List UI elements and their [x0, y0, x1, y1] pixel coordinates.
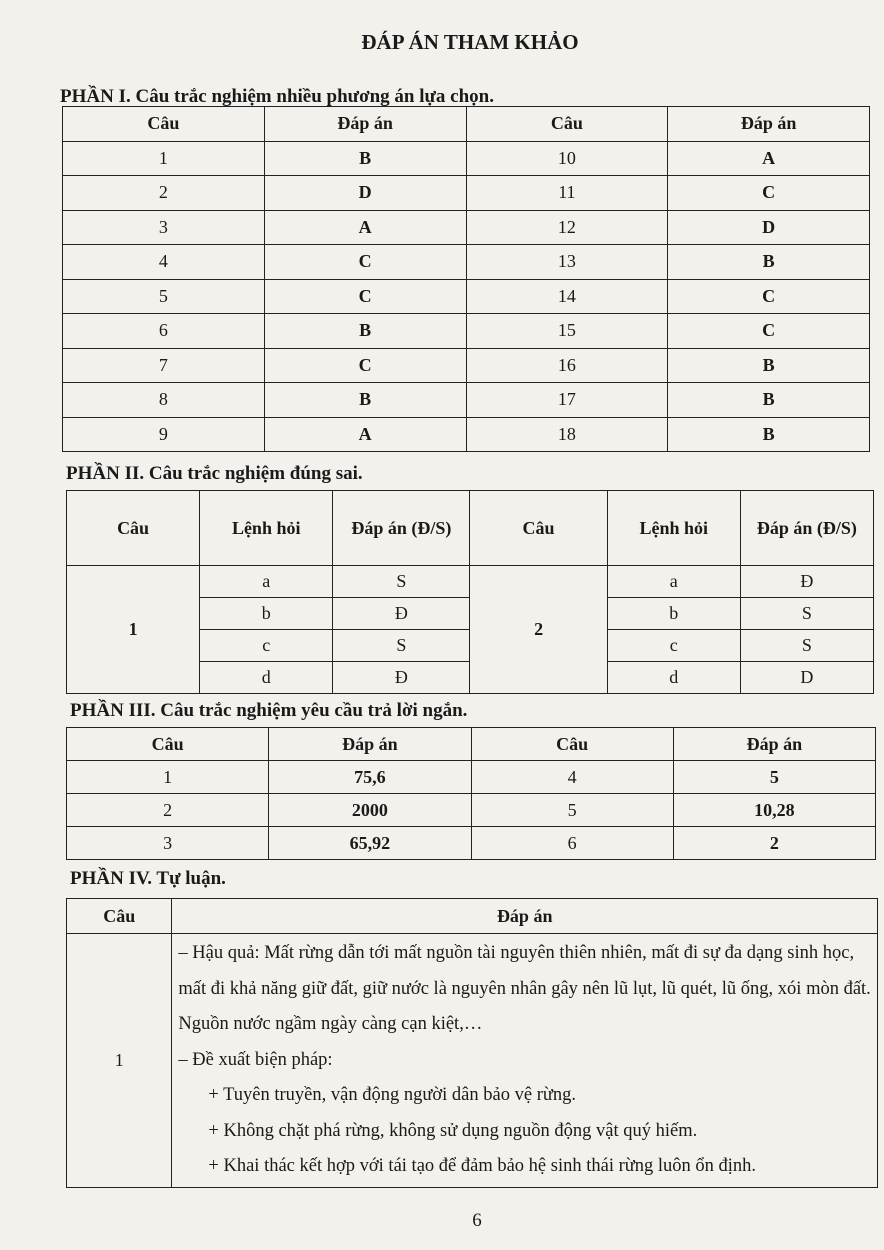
cell: B — [264, 314, 466, 349]
answer-line: + Khai thác kết hợp với tái tạo để đảm bảo hệ sinh thái rừng luôn ổn định. — [208, 1156, 757, 1176]
header-cell: Lệnh hỏi — [200, 491, 333, 566]
part3-table — [66, 727, 876, 860]
cell: A — [264, 210, 466, 245]
cell: 16 — [466, 348, 668, 383]
table-row — [63, 279, 870, 314]
cell: 14 — [466, 279, 668, 314]
header-cell: Câu — [466, 107, 668, 142]
header-cell: Đáp án — [668, 107, 870, 142]
table-header-row — [67, 728, 876, 761]
table-row — [63, 141, 870, 176]
cell: 10,28 — [673, 794, 875, 827]
cell: Đ — [333, 598, 470, 630]
cell: D — [264, 176, 466, 211]
part4-table — [66, 898, 878, 1188]
cell: 7 — [63, 348, 265, 383]
answer-line: – Đề xuất biện pháp: — [178, 1049, 333, 1070]
header-cell: Câu — [67, 728, 269, 761]
cell: 65,92 — [269, 827, 471, 860]
header-cell: Đáp án (Đ/S) — [333, 491, 470, 566]
cell: 2000 — [269, 794, 471, 827]
table-row — [67, 934, 878, 1188]
cell: 12 — [466, 210, 668, 245]
cell: 6 — [63, 314, 265, 349]
cell: B — [668, 383, 870, 418]
cell: 8 — [63, 383, 265, 418]
cell: 17 — [466, 383, 668, 418]
cell: c — [200, 630, 333, 662]
part1-table — [62, 106, 870, 452]
cell: d — [607, 662, 740, 694]
question-cell: 2 — [470, 566, 607, 694]
header-cell: Lệnh hỏi — [607, 491, 740, 566]
table-row — [63, 176, 870, 211]
cell: 5 — [673, 761, 875, 794]
page-number: 6 — [472, 1210, 482, 1231]
cell: 2 — [63, 176, 265, 211]
table-row — [67, 566, 874, 598]
cell: 4 — [63, 245, 265, 280]
cell: S — [740, 630, 873, 662]
cell: 11 — [466, 176, 668, 211]
header-cell: Câu — [67, 899, 172, 934]
cell: B — [264, 141, 466, 176]
table-row — [67, 761, 876, 794]
question-cell: 1 — [67, 566, 200, 694]
cell: 9 — [63, 417, 265, 452]
cell: 18 — [466, 417, 668, 452]
cell: 13 — [466, 245, 668, 280]
header-cell: Đáp án — [264, 107, 466, 142]
cell: 75,6 — [269, 761, 471, 794]
cell: S — [333, 630, 470, 662]
cell: 1 — [63, 141, 265, 176]
cell: B — [668, 417, 870, 452]
cell: 6 — [471, 827, 673, 860]
cell: a — [200, 566, 333, 598]
answer-line: + Tuyên truyền, vận động người dân bảo vệ rừng. — [208, 1085, 577, 1105]
cell: b — [200, 598, 333, 630]
part2-table — [66, 490, 874, 694]
header-cell: Đáp án (Đ/S) — [740, 491, 873, 566]
table-header-row — [67, 899, 878, 934]
answer-line: – Hậu quả: Mất rừng dẫn tới mất nguồn tài nguyên thiên nhiên, mất đi sự đa dạng sinh học, mất đi khả năng giữ đất, giữ nước là nguyên nhân gây nên lũ lụt, lũ quét, lũ ống, xói mòn đất. Nguồn nước ngầm ngày càng cạn kiệt,… — [178, 943, 871, 1034]
cell: 5 — [63, 279, 265, 314]
table-row — [63, 383, 870, 418]
answer-line: + Không chặt phá rừng, không sử dụng nguồn động vật quý hiếm. — [208, 1120, 698, 1141]
cell: b — [607, 598, 740, 630]
table-row — [67, 827, 876, 860]
cell: A — [264, 417, 466, 452]
cell: a — [607, 566, 740, 598]
part4-heading: PHẦN IV. Tự luận. — [70, 868, 226, 889]
cell: S — [333, 566, 470, 598]
cell: Đ — [333, 662, 470, 694]
cell: B — [264, 383, 466, 418]
cell: C — [264, 245, 466, 280]
cell: C — [668, 314, 870, 349]
header-cell: Câu — [470, 491, 607, 566]
cell: 2 — [673, 827, 875, 860]
cell: D — [740, 662, 873, 694]
cell: A — [668, 141, 870, 176]
cell: 5 — [471, 794, 673, 827]
cell: C — [668, 279, 870, 314]
cell: B — [668, 348, 870, 383]
page-title: ĐÁP ÁN THAM KHẢO — [361, 30, 579, 54]
cell: 3 — [63, 210, 265, 245]
cell: 4 — [471, 761, 673, 794]
part2-heading: PHẦN II. Câu trắc nghiệm đúng sai. — [66, 463, 363, 484]
table-row — [63, 417, 870, 452]
table-row — [63, 314, 870, 349]
cell: 15 — [466, 314, 668, 349]
table-header-row — [63, 107, 870, 142]
answer-cell — [172, 934, 878, 1188]
table-row — [63, 210, 870, 245]
part3-heading: PHẦN III. Câu trắc nghiệm yêu cầu trả lời ngắn. — [70, 700, 468, 721]
part1-heading: PHẦN I. Câu trắc nghiệm nhiều phương án lựa chọn. — [60, 86, 494, 107]
question-cell: 1 — [67, 934, 172, 1188]
table-row — [63, 245, 870, 280]
cell: S — [740, 598, 873, 630]
cell: 1 — [67, 761, 269, 794]
cell: d — [200, 662, 333, 694]
header-cell: Câu — [67, 491, 200, 566]
cell: B — [668, 245, 870, 280]
cell: C — [264, 279, 466, 314]
cell: 2 — [67, 794, 269, 827]
cell: c — [607, 630, 740, 662]
cell: 3 — [67, 827, 269, 860]
table-row — [63, 348, 870, 383]
header-cell: Đáp án — [673, 728, 875, 761]
cell: C — [668, 176, 870, 211]
header-cell: Đáp án — [172, 899, 878, 934]
table-row — [67, 794, 876, 827]
table-header-row — [67, 491, 874, 566]
cell: C — [264, 348, 466, 383]
cell: Đ — [740, 566, 873, 598]
cell: D — [668, 210, 870, 245]
cell: 10 — [466, 141, 668, 176]
header-cell: Câu — [63, 107, 265, 142]
header-cell: Câu — [471, 728, 673, 761]
header-cell: Đáp án — [269, 728, 471, 761]
